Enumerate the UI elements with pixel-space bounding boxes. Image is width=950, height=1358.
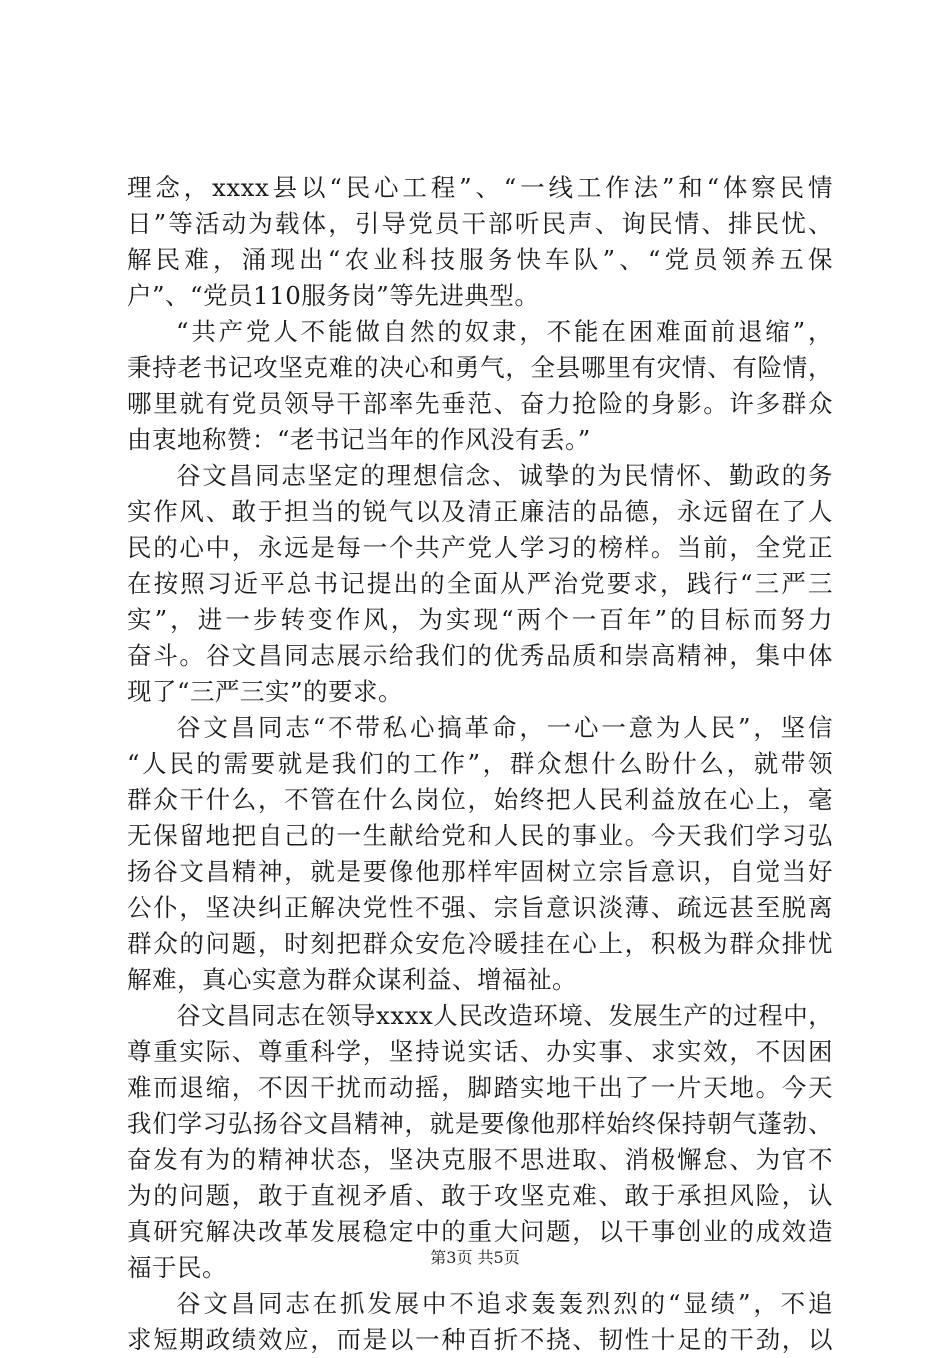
text-line: 无保留地把自己的一生献给党和人民的事业。今天我们学习弘 xyxy=(127,821,833,850)
text-line: 解难，真心实意为群众谋利益、增福祉。 xyxy=(127,965,577,994)
text-line: 在按照习近平总书记提出的全面从严治党要求，践行“三严三 xyxy=(127,569,833,598)
text-line: 我们学习弘扬谷文昌精神，就是要像他那样始终保持朝气蓬勃、 xyxy=(127,1109,833,1138)
text-line: 扬谷文昌精神，就是要像他那样牢固树立宗旨意识，自觉当好 xyxy=(127,857,833,886)
text-line: 秉持老书记攻坚克难的决心和勇气，全县哪里有灾情、有险情， xyxy=(127,353,833,382)
text-line: 日”等活动为载体，引导党员干部听民声、询民情、排民忧、 xyxy=(127,209,833,238)
text-line: 实”，进一步转变作风，为实现“两个一百年”的目标而努力 xyxy=(127,605,833,634)
text-line: 尊重实际、尊重科学，坚持说实话、办实事、求实效，不因困 xyxy=(127,1037,833,1066)
text-line: “共产党人不能做自然的奴隶，不能在困难面前退缩”， xyxy=(176,317,833,346)
text-line: 现了“三严三实”的要求。 xyxy=(127,677,404,706)
text-line: 理念，xxxx县以“民心工程”、“一线工作法”和“体察民情 xyxy=(127,173,833,202)
text-line: 难而退缩，不因干扰而动摇，脚踏实地干出了一片天地。今天 xyxy=(127,1073,833,1102)
document-body xyxy=(127,170,833,1358)
text-line: 真研究解决改革发展稳定中的重大问题，以干事创业的成效造 xyxy=(127,1217,833,1246)
text-line: 奋斗。谷文昌同志展示给我们的优秀品质和崇高精神，集中体 xyxy=(127,641,833,670)
text-line: 为的问题，敢于直视矛盾、敢于攻坚克难、敢于承担风险，认 xyxy=(127,1181,833,1210)
text-line: 谷文昌同志“不带私心搞革命，一心一意为人民”，坚信 xyxy=(176,713,833,742)
text-line: 谷文昌同志坚定的理想信念、诚挚的为民情怀、勤政的务 xyxy=(176,461,833,490)
text-line: 由衷地称赞：“老书记当年的作风没有丢。” xyxy=(127,425,591,454)
text-line: 哪里就有党员领导干部率先垂范、奋力抢险的身影。许多群众 xyxy=(127,389,833,418)
text-line: 民的心中，永远是每一个共产党人学习的榜样。当前，全党正 xyxy=(127,533,833,562)
text-line: 公仆，坚决纠正解决党性不强、宗旨意识淡薄、疏远甚至脱离 xyxy=(127,893,833,922)
text-line: 户”、“党员110服务岗”等先进典型。 xyxy=(127,281,540,310)
text-line: 谷文昌同志在领导xxxx人民改造环境、发展生产的过程中， xyxy=(176,1001,834,1030)
text-line: 群众干什么，不管在什么岗位，始终把人民利益放在心上，毫 xyxy=(127,785,833,814)
text-line: 群众的问题，时刻把群众安危冷暖挂在心上，积极为群众排忧 xyxy=(127,929,833,958)
text-line: “人民的需要就是我们的工作”，群众想什么盼什么，就带领 xyxy=(127,749,833,778)
text-line: 解民难，涌现出“农业科技服务快车队”、“党员领养五保 xyxy=(127,245,833,274)
page-number: 第3页 共5页 xyxy=(430,1248,520,1267)
text-line: 福于民。 xyxy=(127,1253,227,1282)
text-line: 谷文昌同志在抓发展中不追求轰轰烈烈的“显绩”，不追 xyxy=(176,1289,833,1318)
text-line: 奋发有为的精神状态，坚决克服不思进取、消极懈怠、为官不 xyxy=(127,1145,833,1174)
text-line: 求短期政绩效应，而是以一种百折不挠、韧性十足的干劲，以 xyxy=(127,1325,833,1354)
text-line: 实作风、敢于担当的锐气以及清正廉洁的品德，永远留在了人 xyxy=(127,497,833,526)
